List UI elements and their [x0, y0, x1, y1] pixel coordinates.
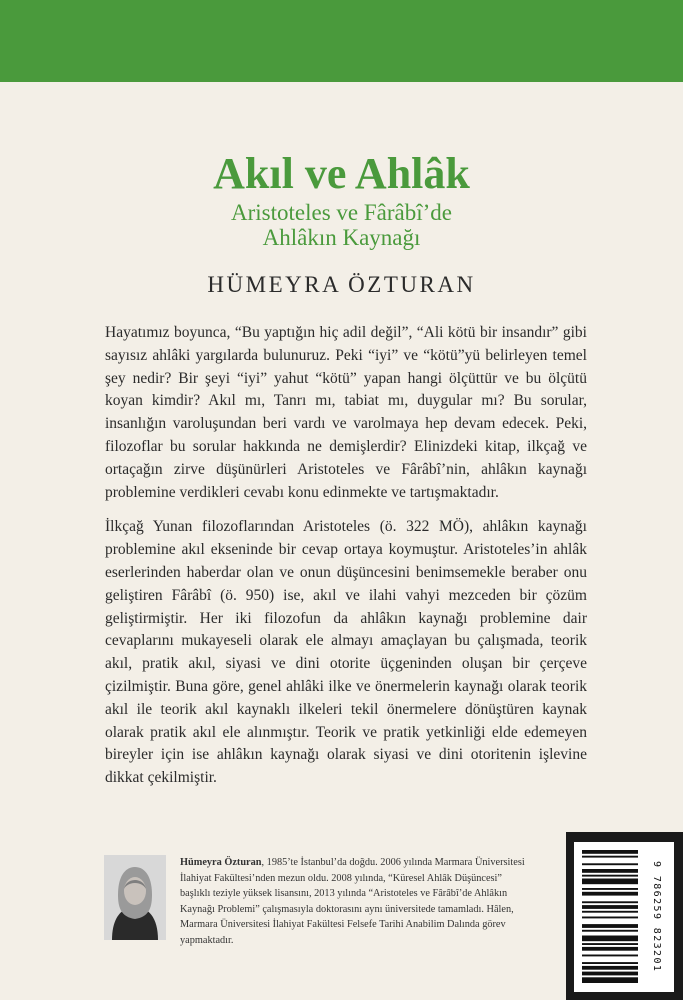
- author-bio-name: Hümeyra Özturan: [180, 857, 262, 868]
- barcode: [574, 842, 674, 992]
- blurb: [105, 322, 587, 802]
- barcode-panel: [566, 832, 683, 1000]
- author-bio-body: , 1985’te İstanbul’da doğdu. 2006 yılında Marmara Üniversitesi İlahiyat Fakültesi’nden mezun oldu. 2008 yılında, “Küresel Ahlâk Düşüncesi” başlıklı teziyle yüksek lisansını, 2013 yılında “Aristoteles ve Fârâbî’de Ahlâkın Kaynağı Problemi” çalışmasıyla doktorasını aynı üniversitede tamamladı. Hâlen, Marmara Üniversitesi İlahiyat Fakültesi Felsefe Tarihi Anabilim Dalında görev yapmaktadır.: [180, 857, 525, 946]
- book-subtitle-line2: Ahlâkın Kaynağı: [262, 225, 421, 250]
- isbn-digits: 9 786259 823201: [651, 861, 662, 973]
- author-photo: [104, 855, 166, 940]
- book-subtitle-line1: Aristoteles ve Fârâbî’de: [231, 200, 452, 225]
- top-color-band: [0, 0, 683, 82]
- author-bio-text: [180, 855, 526, 949]
- book-title: Akıl ve Ahlâk: [213, 149, 470, 198]
- blurb-paragraph-1: Hayatımız boyunca, “Bu yaptığın hiç adil değil”, “Ali kötü bir insandır” gibi sayısız ahlâki yargılarda bulunuruz. Peki “iyi” ve “kötü”yü belirleyen temel şey nedir? Bir şeyi “iyi” yahut “kötü” yapan hangi ölçüttür ve bu ölçütü koyan kimdir? Akıl mı, Tanrı mı, tabiat mı, duygular mı? Bu sorular, insanlığın varoluşundan beri vardı ve varolmaya hep devam edecek. Peki, filozoflar bu sorular hakkında ne demişlerdir? Elinizdeki kitap, ilkçağ ve ortaçağın zirve düşünürleri Aristoteles ve Fârâbî’nin, ahlâkın kaynağı problemine verdikleri cevabı konu edinmekte ve tartışmaktadır.: [105, 324, 587, 501]
- blurb-paragraph-2: İlkçağ Yunan filozoflarından Aristoteles (ö. 322 MÖ), ahlâkın kaynağı problemine akıl ekseninde bir cevap ortaya koymuştur. Aristoteles’in ahlâk eserlerinden haberdar olan ve onun düşüncesini benimsemekle beraber onu geliştiren Fârâbî (ö. 950) ise, akıl ve ilahi vahyi mezceden bir çözüm geliştirmiştir. Her iki filozofun da ahlâkın kaynağı problemine dair cevaplarını mukayeseli olarak ele almayı amaçlayan bu çalışmada, teorik akıl, pratik akıl, siyasi ve dini otorite üçgeninden oluşan bir çerçeve çizilmiştir. Buna göre, genel ahlâki ilke ve önermelerin kaynağı olarak teorik akıl ile teorik akıl kaynaklı ilkeleri tekil önermelere dönüştüren kaynak olarak pratik akıl ele alınmıştır. Teorik ve pratik yetkinliği elde edemeyen bireyler için ise ahlâkın kaynağı olarak siyasi ve dini otoritenin işlevine dikkat çekilmiştir.: [105, 518, 587, 787]
- author-name: HÜMEYRA ÖZTURAN: [207, 272, 476, 297]
- title-block: [0, 148, 683, 250]
